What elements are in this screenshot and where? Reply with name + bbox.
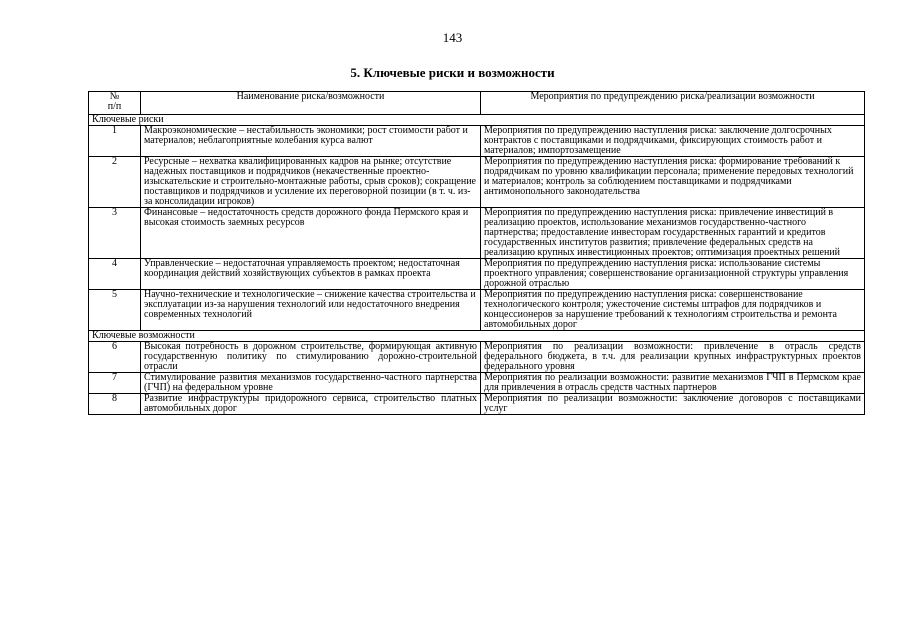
section-row-risks <box>89 115 865 126</box>
row-number: 8 <box>89 394 141 415</box>
risk-name: Макроэкономические – нестабильность экономики; рост стоимости работ и материалов; неблагоприятные колебания курса валют <box>141 126 481 157</box>
risk-measures: Мероприятия по предупреждению наступления риска: использование системы проектного управления; совершенствование организационной структуры управления дорожной отраслью <box>481 259 865 290</box>
risk-name: Ресурсные – нехватка квалифицированных кадров на рынке; отсутствие надежных поставщиков и подрядчиков (некачественные проектно-изыскательские и строительно-монтажные работы, срыв сроков); сокращение поставщиков и подрядчиков и усиление их переговорной позиции (в т. ч. из-за консолидации игроков) <box>141 157 481 208</box>
risk-measures: Мероприятия по предупреждению наступления риска: совершенствование технологического контроля; ужесточение системы штрафов для подрядчиков и концессионеров за нарушение требований к технологиям строительства и ремонта автомобильных дорог <box>481 290 865 331</box>
header-measures: Мероприятия по предупреждению риска/реализации возможности <box>481 92 865 115</box>
header-number-symbol: № <box>109 91 120 102</box>
table-row <box>89 208 865 259</box>
table-row <box>89 373 865 394</box>
risks-table <box>88 91 865 415</box>
risk-name: Научно-технические и технологические – снижение качества строительства и эксплуатации из-за нарушения технологий или недостаточного внедрения современных технологий <box>141 290 481 331</box>
section-title-risks: Ключевые риски <box>89 115 865 126</box>
table-row <box>89 342 865 373</box>
header-number <box>89 92 141 115</box>
row-number: 4 <box>89 259 141 290</box>
table-header-row <box>89 92 865 115</box>
row-number: 1 <box>89 126 141 157</box>
section-title-opportunities: Ключевые возможности <box>89 331 865 342</box>
row-number: 6 <box>89 342 141 373</box>
opportunity-name: Высокая потребность в дорожном строительстве, формирующая активную государственную политику по стимулированию дорожно-строительной отрасли <box>141 342 481 373</box>
header-number-abbr: п/п <box>107 101 122 112</box>
risk-name: Финансовые – недостаточность средств дорожного фонда Пермского края и высокая стоимость заемных ресурсов <box>141 208 481 259</box>
opportunity-measures: Мероприятия по реализации возможности: привлечение в отрасль средств федерального бюджета, в т.ч. для реализации крупных инфраструктурных проектов федерального уровня <box>481 342 865 373</box>
header-name: Наименование риска/возможности <box>141 92 481 115</box>
opportunity-measures: Мероприятия по реализации возможности: заключение договоров с поставщиками услуг <box>481 394 865 415</box>
row-number: 2 <box>89 157 141 208</box>
row-number: 7 <box>89 373 141 394</box>
table-row <box>89 290 865 331</box>
row-number: 3 <box>89 208 141 259</box>
opportunity-name: Развитие инфраструктуры придорожного сервиса, строительство платных автомобильных дорог <box>141 394 481 415</box>
table-row <box>89 259 865 290</box>
table-row <box>89 157 865 208</box>
row-number: 5 <box>89 290 141 331</box>
section-row-opportunities <box>89 331 865 342</box>
risk-measures: Мероприятия по предупреждению наступления риска: формирование требований к подрядчикам по уровню квалификации персонала; применение передовых технологий и материалов; контроль за соблюдением поставщиками и подрядчиками антимонопольного законодательства <box>481 157 865 208</box>
opportunity-measures: Мероприятия по реализации возможности: развитие механизмов ГЧП в Пермском крае для привлечения в отрасль средств частных партнеров <box>481 373 865 394</box>
risk-measures: Мероприятия по предупреждению наступления риска: заключение долгосрочных контрактов с поставщиками и подрядчиками, фиксирующих стоимость работ и материалов; импортозамещение <box>481 126 865 157</box>
opportunity-name: Стимулирование развития механизмов государственно-частного партнерства (ГЧП) на федеральном уровне <box>141 373 481 394</box>
risk-name: Управленческие – недостаточная управляемость проектом; недостаточная координация действий хозяйствующих субъектов в рамках проекта <box>141 259 481 290</box>
table-row <box>89 126 865 157</box>
table-row <box>89 394 865 415</box>
page-number: 143 <box>442 30 463 45</box>
risk-measures: Мероприятия по предупреждению наступления риска: привлечение инвестиций в реализацию проектов, использование механизмов государственно-частного партнерства; предоставление инвесторам государственных гарантий и кредитов государственных институтов развития; привлечение федеральных средств на реализацию крупных инвестиционных проектов; оптимизация проектных решений <box>481 208 865 259</box>
section-heading: 5. Ключевые риски и возможности <box>350 65 555 80</box>
